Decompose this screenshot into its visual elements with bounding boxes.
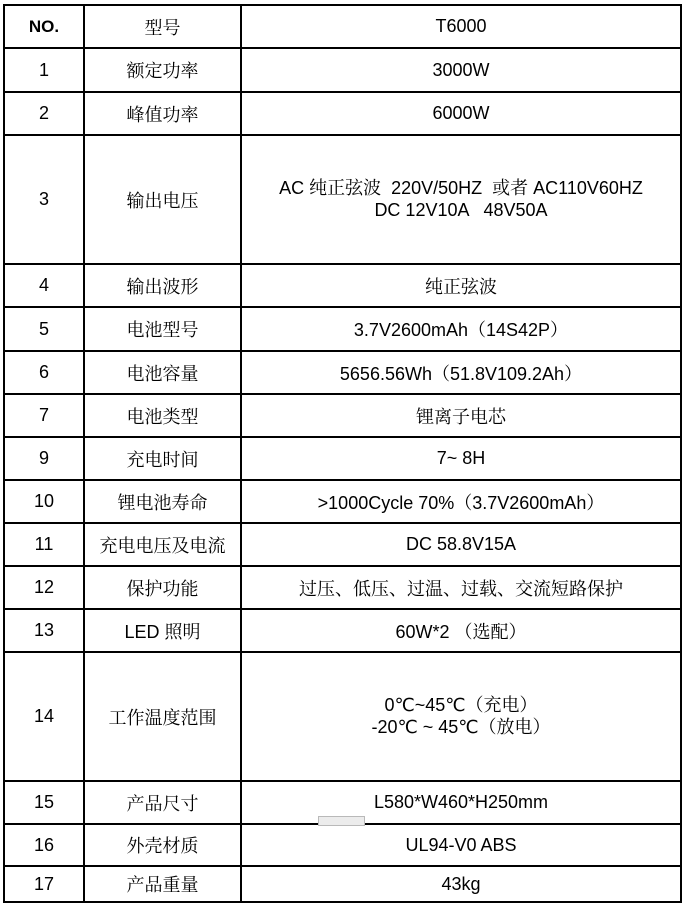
spec-label-cell: 输出电压 [84,135,241,264]
spec-label-cell: 输出波形 [84,264,241,307]
table-row [4,351,681,394]
spec-label-cell: LED 照明 [84,609,241,652]
spec-value-cell: >1000Cycle 70%（3.7V2600mAh） [241,480,681,523]
table-row [4,135,681,264]
spec-label-cell: 峰值功率 [84,92,241,135]
spec-label-cell: 充电时间 [84,437,241,480]
header-value-cell: T6000 [241,5,681,48]
row-number-cell: 11 [4,523,84,566]
spec-label-cell: 产品尺寸 [84,781,241,824]
spec-value-cell: 7~ 8H [241,437,681,480]
spec-label-cell: 电池容量 [84,351,241,394]
spec-value-cell [241,652,681,781]
table-row [4,48,681,92]
spec-value-cell: 60W*2 （选配） [241,609,681,652]
spec-value-cell: 锂离子电芯 [241,394,681,437]
row-number-cell: 12 [4,566,84,609]
spec-value-cell: 过压、低压、过温、过载、交流短路保护 [241,566,681,609]
row-number-cell: 13 [4,609,84,652]
row-number-cell: 3 [4,135,84,264]
table-row [4,866,681,902]
product-spec-table [3,4,682,903]
spec-value-cell: 3.7V2600mAh（14S42P） [241,307,681,351]
spec-value-cell: DC 58.8V15A [241,523,681,566]
spec-value-cell: UL94-V0 ABS [241,824,681,866]
spec-label-cell: 保护功能 [84,566,241,609]
spec-value-cell: L580*W460*H250mm [241,781,681,824]
spec-label-cell: 锂电池寿命 [84,480,241,523]
table-row [4,523,681,566]
spec-label-cell: 工作温度范围 [84,652,241,781]
spec-value-cell: 纯正弦波 [241,264,681,307]
table-resize-handle[interactable] [318,816,365,826]
row-number-cell: 1 [4,48,84,92]
spec-label-cell: 电池型号 [84,307,241,351]
table-row [4,824,681,866]
spec-value-line: -20℃ ~ 45℃（放电） [371,716,551,737]
spec-value-line: AC 纯正弦波 220V/50HZ 或者 AC110V60HZ [279,178,643,198]
spec-value-line: 0℃~45℃（充电） [384,695,538,716]
row-number-cell: 5 [4,307,84,351]
table-header-row [4,5,681,48]
spec-label-cell: 电池类型 [84,394,241,437]
row-number-cell: 2 [4,92,84,135]
row-number-cell: 16 [4,824,84,866]
row-number-cell: 14 [4,652,84,781]
row-number-cell: 15 [4,781,84,824]
spec-value-cell: 5656.56Wh（51.8V109.2Ah） [241,351,681,394]
spec-value-cell: 6000W [241,92,681,135]
table-row [4,437,681,480]
row-number-cell: 6 [4,351,84,394]
spec-label-cell: 额定功率 [84,48,241,92]
spec-label-cell: 充电电压及电流 [84,523,241,566]
header-no-cell: NO. [4,5,84,48]
spec-value-cell [241,135,681,264]
table-row [4,307,681,351]
spec-value-line: DC 12V10A 48V50A [374,199,548,220]
table-row [4,264,681,307]
table-row [4,609,681,652]
table-row [4,566,681,609]
row-number-cell: 9 [4,437,84,480]
table-row [4,652,681,781]
table-row [4,480,681,523]
spec-label-cell: 外壳材质 [84,824,241,866]
header-label-cell: 型号 [84,5,241,48]
row-number-cell: 7 [4,394,84,437]
table-row [4,394,681,437]
spec-value-cell: 3000W [241,48,681,92]
row-number-cell: 10 [4,480,84,523]
spec-label-cell: 产品重量 [84,866,241,902]
row-number-cell: 17 [4,866,84,902]
spec-value-cell: 43kg [241,866,681,902]
table-row [4,92,681,135]
row-number-cell: 4 [4,264,84,307]
